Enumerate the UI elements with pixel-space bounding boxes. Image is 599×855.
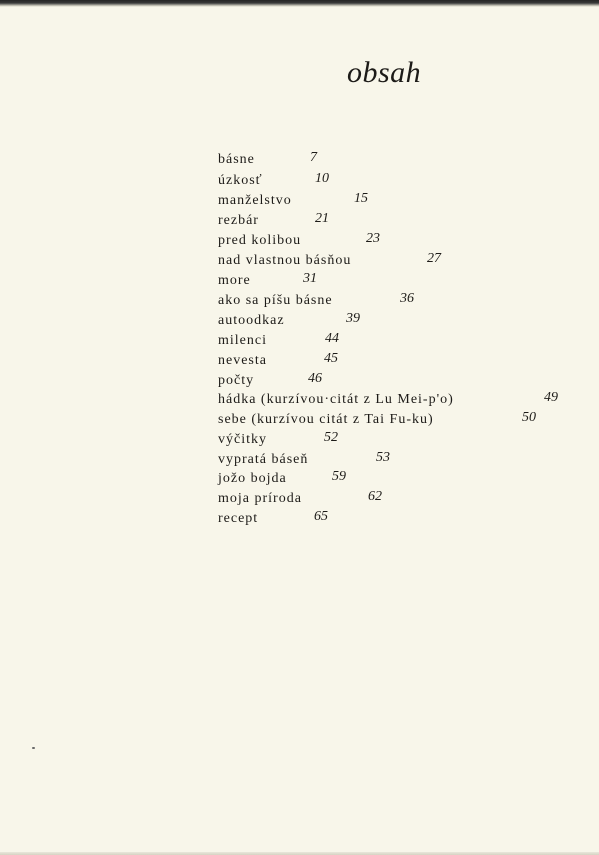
toc-entry-title: pred kolibou — [218, 233, 302, 248]
toc-entry-page: 31 — [303, 271, 317, 286]
toc-entry-page: 21 — [315, 211, 329, 226]
contents-heading: obsah — [347, 56, 422, 89]
toc-entry-page: 36 — [400, 291, 414, 306]
toc-entry-title: vypratá báseň — [218, 452, 309, 467]
toc-entry-page: 53 — [376, 450, 390, 465]
toc-entry-page: 49 — [544, 390, 558, 405]
toc-entry-title: jožo bojda — [218, 471, 287, 486]
toc-entry-page: 59 — [332, 469, 346, 484]
toc-entry-title: rezbár — [218, 213, 259, 228]
toc-entry-title: úzkosť — [218, 173, 263, 188]
toc-entry-page: 23 — [366, 231, 380, 246]
toc-entry-page: 46 — [308, 371, 322, 386]
toc-entry-page: 15 — [354, 191, 368, 206]
toc-entry-page: 7 — [310, 150, 317, 165]
toc-entry-title: básne — [218, 152, 255, 167]
toc-entry-title: počty — [218, 373, 255, 388]
toc-entry-title: recept — [218, 511, 259, 526]
toc-entry-page: 65 — [314, 509, 328, 524]
toc-entry-page: 45 — [324, 351, 338, 366]
toc-entry-title: manželstvo — [218, 193, 292, 208]
page-top-edge — [0, 0, 599, 7]
toc-entry-page: 10 — [315, 171, 329, 186]
paper-speck — [32, 747, 35, 749]
toc-entry-page: 50 — [522, 410, 536, 425]
toc-entry-page: 39 — [346, 311, 360, 326]
toc-entry-page: 44 — [325, 331, 339, 346]
toc-entry-title: nevesta — [218, 353, 267, 368]
toc-entry-title: milenci — [218, 333, 267, 348]
toc-entry-page: 52 — [324, 430, 338, 445]
toc-entry-page: 62 — [368, 489, 382, 504]
toc-entry-title: hádka (kurzívou·citát z Lu Mei-p'o) — [218, 392, 454, 407]
toc-entry-title: výčitky — [218, 432, 267, 447]
toc-entry-title: nad vlastnou básňou — [218, 253, 352, 268]
toc-entry-title: autoodkaz — [218, 313, 285, 328]
toc-entry-page: 27 — [427, 251, 441, 266]
toc-entry-title: moja príroda — [218, 491, 302, 506]
toc-entry-title: sebe (kurzívou citát z Tai Fu-ku) — [218, 412, 434, 427]
toc-entry-title: more — [218, 273, 251, 288]
toc-entry-title: ako sa píšu básne — [218, 293, 333, 308]
